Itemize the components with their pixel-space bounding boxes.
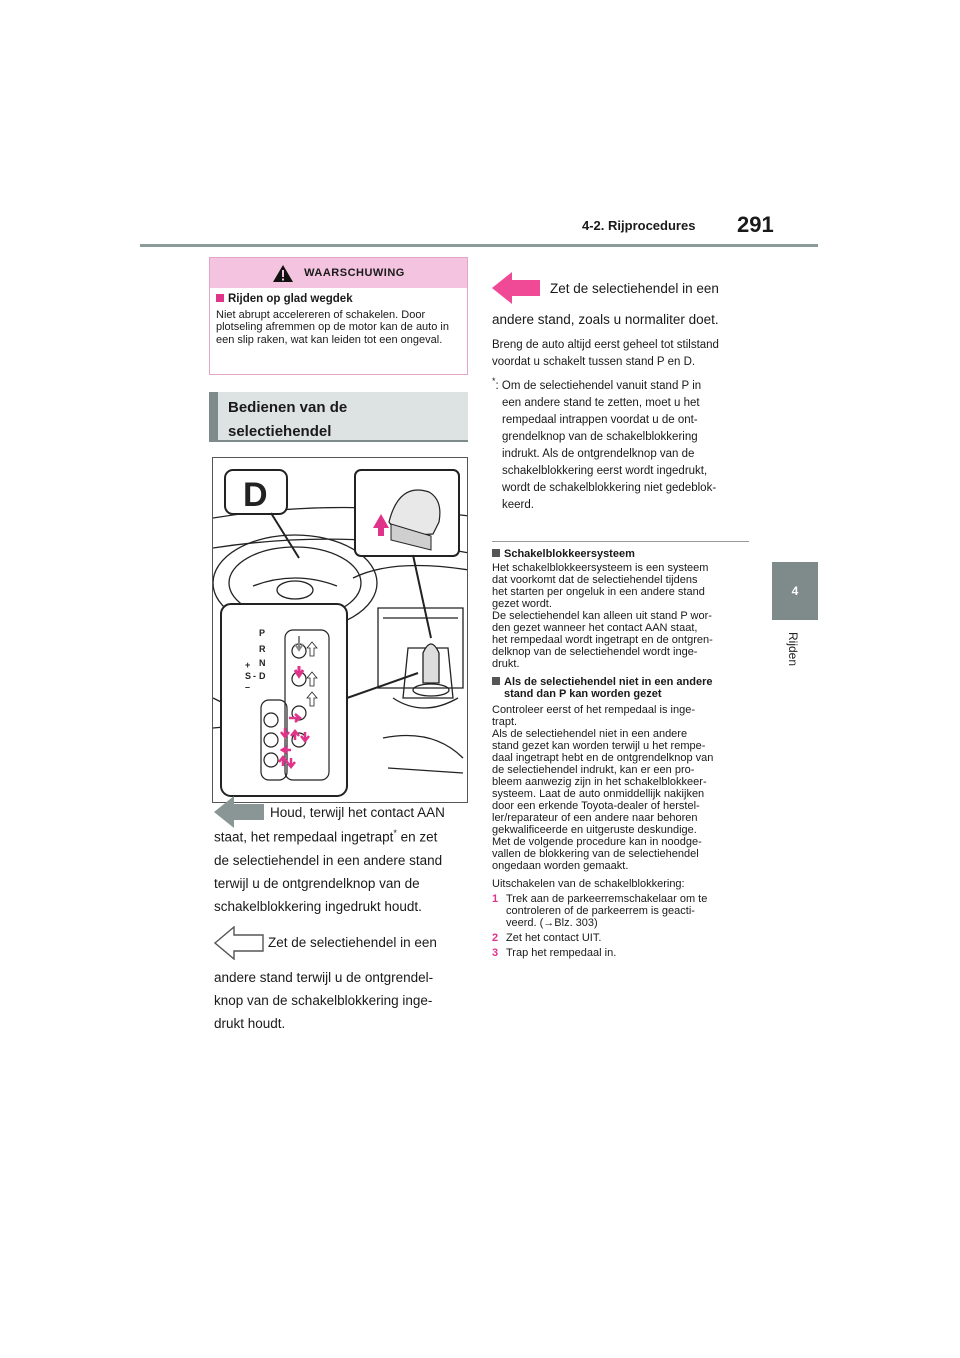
running-header: 4-2. Rijprocedures (582, 218, 696, 233)
column-divider (492, 541, 749, 542)
right-notes: Schakelblokkeersysteem Het schakelblokkeersysteem is een systeem dat voorkomt dat de selectiehendel tijdens het starten per ongeluk in een andere stand gezet wordt. De selectiehendel kan alleen uit stand P wor- den gezet wanneer het contact AAN staat, het rempedaal wordt ingetrapt en de ontgren- delknop van de selectiehendel wordt inge- drukt. Als de selectiehendel niet in een andere stand dan P kan worden gezet Controleer eerst of het rempedaal is inge- trapt. Als de selectiehendel niet in een andere stand gezet kan worden terwijl u het rempe- daal ingetrapt hebt en de ontgrendelknop van de selectiehendel indrukt, kan er een pro- bleem aanwezig zijn in het schakelblokkeer- systeem. Laat de auto onmiddellijk nakijken door een erkende Toyota-dealer of herstel- ler/reparateur of een andere naar behoren gekwalificeerde en uitgeruste deskundige. Met de volgende procedure kan in noodge- vallen de blokkering van de selectiehendel ongedaan worden gemaakt. Uitschakelen van de schakelblokkering: 1 Trek aan de parkeerremschakelaar om te controleren of de parkeerrem is geacti- veerd. (→Blz. 303) 2 Zet het contact UIT. 3 Trap het rempedaal in. (492, 548, 754, 959)
footnote: *: Om de selectiehendel vanuit stand P in een andere stand te zetten, moet u het rempedaal intrappen voordat u de ont- grendelknop van de schakelblokkering indrukt. Als de ontgrendelknop van de schakelblokkering eerst wordt ingedrukt, wordt de schakelblokkering niet gedeblok- keerd. (492, 376, 717, 511)
instruction-2-line3: knop van de schakelblokkering inge- (214, 992, 433, 1008)
right-column (492, 272, 752, 514)
steps-intro: Uitschakelen van de schakelblokkering: (492, 878, 685, 890)
dashboard-line-drawing (213, 458, 468, 803)
gate-label-r: R (259, 644, 266, 654)
gate-label-s: S (245, 671, 252, 681)
bullet-square-icon (492, 677, 500, 685)
gate-label-dash: - (253, 671, 256, 681)
chapter-label: Rijden (786, 632, 800, 667)
shift-lever-illustration (212, 457, 468, 803)
bullet-square-icon (216, 294, 224, 302)
gate-label-d: D (259, 671, 266, 681)
instruction-1-line3: de selectiehendel in een andere stand (214, 852, 443, 868)
step-3: 3 Trap het rempedaal in. (492, 947, 617, 959)
note-line1: Breng de auto altijd eerst geheel tot stilstand (492, 339, 719, 351)
instruction-3-line2: andere stand, zoals u normaliter doet. (492, 312, 719, 327)
warning-box (209, 257, 468, 375)
instruction-1-line4: terwijl u de ontgrendelknop van de (214, 875, 420, 891)
pink-left-arrow-icon (492, 272, 540, 304)
instruction-2-line4: drukt houdt. (214, 1015, 286, 1031)
instruction-1-line5: schakelblokkering ingedrukt houdt. (214, 898, 422, 914)
instruction-2-line2: andere stand terwijl u de ontgrendel- (214, 969, 434, 985)
subheading-schakelblokkeersysteem: Schakelblokkeersysteem (492, 548, 754, 560)
note-line2: voordat u schakelt tussen stand P en D. (492, 356, 696, 368)
warning-header (210, 258, 467, 288)
gate-label-n: N (259, 658, 266, 668)
gate-label-plus: + (245, 660, 251, 670)
warning-title: WAARSCHUWING (304, 267, 405, 279)
subheading-lever-stuck: Als de selectiehendel niet in een andere (492, 676, 754, 688)
warning-triangle-icon (272, 264, 294, 283)
warning-text: Niet abrupt accelereren of schakelen. Door plotseling afremmen op de motor kan de auto in een slip raken, wat kan leiden tot een ongeval. (216, 308, 449, 346)
instruction-gray-arrow: Houd, terwijl het contact AAN (214, 796, 470, 828)
header-rule (140, 244, 818, 247)
section-heading: Bedienen van de selectiehendel (209, 392, 468, 442)
warning-subheading: Rijden op glad wegdek (216, 293, 461, 306)
drive-badge-label: D (243, 476, 268, 514)
step-1: 1 Trek aan de parkeerremschakelaar om te controleren of de parkeerrem is geacti- veerd. (→Blz. 303) (492, 893, 708, 929)
page-number: 291 (737, 212, 774, 237)
outline-left-arrow-icon (214, 926, 264, 960)
left-column (214, 796, 470, 1035)
bullet-square-icon (492, 549, 500, 557)
step-2: 2 Zet het contact UIT. (492, 932, 602, 944)
instruction-1-text: staat, het rempedaal ingetrapt* en zet (214, 828, 438, 845)
instruction-outline-arrow: Zet de selectiehendel in een (214, 926, 470, 960)
gate-label-p: P (259, 628, 266, 638)
instruction-pink-arrow: Zet de selectiehendel in een (492, 272, 752, 304)
chapter-tab: 4 (772, 562, 818, 620)
gate-label-minus: – (245, 682, 251, 692)
